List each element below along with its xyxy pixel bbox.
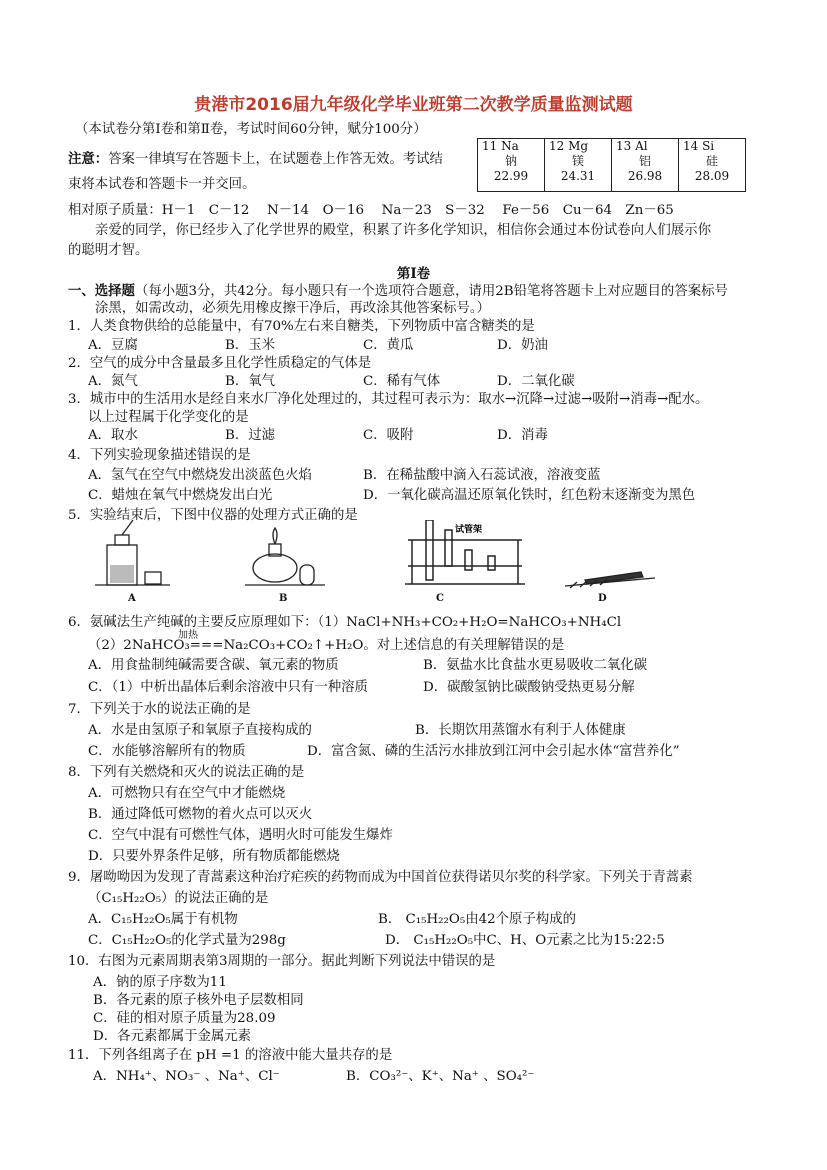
figure-label-b: B bbox=[279, 593, 288, 604]
q3-stem: 3．城市中的生活用水是经自来水厂净化处理过的，其过程可表示为：取水→沉降→过滤→吸附→消毒→配水。 bbox=[68, 392, 709, 407]
q10-option-b: B．各元素的原子核外电子层数相同 bbox=[93, 993, 304, 1008]
test-tube-rack-label: 试管架 bbox=[455, 525, 483, 535]
q1-option-c: C．黄瓜 bbox=[363, 338, 414, 353]
q7-option-b: B．长期饮用蒸馏水有利于人体健康 bbox=[415, 723, 626, 738]
q6-option-b: B．氨盐水比食盐水更易吸收二氧化碳 bbox=[423, 658, 648, 673]
exam-info: （本试卷分第Ⅰ卷和第Ⅱ卷，考试时间60分钟，赋分100分） bbox=[75, 122, 427, 137]
choice-intro-line-1 bbox=[68, 282, 728, 301]
q5-apparatus-figure bbox=[95, 520, 655, 592]
q7-stem: 7．下列关于水的说法正确的是 bbox=[68, 702, 251, 717]
q8-option-a: A．可燃物只有在空气中才能燃烧 bbox=[88, 786, 286, 801]
q6-stem: 6．氨碱法生产纯碱的主要反应原理如下：（1）NaCl+NH₃+CO₂+H₂O=NaHCO₃+NH₄Cl bbox=[68, 615, 622, 630]
q3-option-a: A．取水 bbox=[88, 428, 138, 443]
periodic-table-fragment bbox=[477, 138, 746, 192]
q5-stem: 5．实验结束后，下图中仪器的处理方式正确的是 bbox=[68, 508, 358, 523]
figure-label-c: C bbox=[436, 593, 444, 604]
greeting-line-2: 的聪明才智。 bbox=[68, 243, 149, 258]
choice-intro-line-2: 涂黑，如需改动，必须先用橡皮擦干净后，再改涂其他答案标号。） bbox=[95, 301, 491, 316]
q1-option-a: A．豆腐 bbox=[88, 338, 138, 353]
q9-option-c: C．C₁₅H₂₂O₅的化学式量为298g bbox=[88, 933, 286, 948]
q8-option-c: C．空气中混有可燃性气体，遇明火时可能发生爆炸 bbox=[88, 828, 393, 843]
q9-stem-2: （C₁₅H₂₂O₅）的说法正确的是 bbox=[88, 891, 269, 906]
atomic-mass-line: 相对原子质量：H－1 C－12 N－14 O－16 Na－23 S－32 Fe－56 Cu－64 Zn－65 bbox=[68, 203, 674, 218]
q2-option-a: A．氮气 bbox=[88, 374, 138, 389]
figure-label-d: D bbox=[598, 593, 607, 604]
q7-option-c: C．水能够溶解所有的物质 bbox=[88, 744, 246, 759]
greeting-line-1: 亲爱的同学，你已经步入了化学世界的殿堂，积累了许多化学知识，相信你会通过本份试卷向人们展示你 bbox=[95, 223, 711, 238]
q2-option-d: D．二氧化碳 bbox=[497, 374, 575, 389]
q8-option-d: D．只要外界条件足够，所有物质都能燃烧 bbox=[88, 849, 340, 864]
apparatus-b-alcohol-lamp-icon bbox=[245, 528, 325, 585]
q11-option-a: A．NH₄⁺、NO₃⁻ 、Na⁺、Cl⁻ bbox=[93, 1069, 280, 1084]
choice-intro-text: （每小题3分，共42分。每小题只有一个选项符合题意，请用2B铅笔将答题卡上对应题目的答案标号 bbox=[134, 284, 728, 299]
q6-option-a: A．用食盐制纯碱需要含碳、氧元素的物质 bbox=[88, 658, 339, 673]
q10-option-d: D．各元素都属于金属元素 bbox=[93, 1029, 252, 1044]
q4-option-b: B．在稀盐酸中滴入石蕊试液，溶液变蓝 bbox=[363, 468, 601, 483]
q7-option-a: A．水是由氢原子和氧原子直接构成的 bbox=[88, 723, 312, 738]
q6-heat-condition: 加热 bbox=[178, 630, 198, 641]
q9-stem: 9．屠呦呦因为发现了青蒿素这种治疗疟疾的药物而成为中国首位获得诺贝尔奖的科学家。下列关于青蒿素 bbox=[68, 870, 693, 885]
q6-stem-2: （2）2NaHCO₃===Na₂CO₃+CO₂↑+H₂O。对上述信息的有关理解错误的是 bbox=[88, 638, 565, 653]
q4-option-d: D．一氧化碳高温还原氧化铁时，红色粉末逐渐变为黑色 bbox=[363, 488, 696, 503]
section-title: 第Ⅰ卷 bbox=[396, 266, 431, 282]
element-cell-mg: 12 Mg 镁 24.31 bbox=[545, 139, 612, 192]
q11-stem: 11．下列各组离子在 pH =1 的溶液中能大量共存的是 bbox=[68, 1048, 393, 1063]
q2-option-b: B．氧气 bbox=[225, 374, 276, 389]
q4-stem: 4．下列实验现象描述错误的是 bbox=[68, 448, 251, 463]
element-cell-si: 14 Si 硅 28.09 bbox=[679, 139, 746, 192]
q3-option-c: C．吸附 bbox=[363, 428, 414, 443]
q9-option-b: B． C₁₅H₂₂O₅由42个原子构成的 bbox=[378, 912, 577, 927]
q9-option-d: D． C₁₅H₂₂O₅中C、H、O元素之比为15:22:5 bbox=[385, 933, 665, 948]
notice-label: 注意： bbox=[68, 151, 109, 167]
notice-line-1 bbox=[68, 150, 443, 169]
notice-text-1: 答案一律填写在答题卡上，在试题卷上作答无效。考试结 bbox=[108, 152, 443, 167]
q9-option-a: A．C₁₅H₂₂O₅属于有机物 bbox=[88, 912, 238, 927]
apparatus-a-bottle-icon bbox=[95, 520, 170, 585]
q6-option-c: C．（1）中析出晶体后剩余溶液中只有一种溶质 bbox=[88, 680, 368, 695]
exam-title: 贵港市2016届九年级化学毕业班第二次教学质量监测试题 bbox=[194, 95, 633, 115]
apparatus-d-test-tube-icon bbox=[565, 572, 655, 588]
q8-option-b: B．通过降低可燃物的着火点可以灭火 bbox=[88, 807, 313, 822]
notice-line-2: 束将本试卷和答题卡一并交回。 bbox=[68, 177, 256, 192]
q11-option-b: B．CO₃²⁻、K⁺、Na⁺ 、SO₄²⁻ bbox=[346, 1069, 535, 1084]
element-cell-al: 13 Al 铝 26.98 bbox=[612, 139, 679, 192]
figure-label-a: A bbox=[128, 593, 136, 604]
q4-option-c: C．蜡烛在氧气中燃烧发出白光 bbox=[88, 488, 273, 503]
q7-option-d: D．富含氮、磷的生活污水排放到江河中会引起水体“富营养化” bbox=[307, 744, 680, 759]
q10-stem: 10．右图为元素周期表第3周期的一部分。据此判断下列说法中错误的是 bbox=[68, 954, 496, 969]
q8-stem: 8．下列有关燃烧和灭火的说法正确的是 bbox=[68, 765, 305, 780]
q1-option-b: B．玉米 bbox=[225, 338, 276, 353]
q1-option-d: D．奶油 bbox=[497, 338, 548, 353]
q4-option-a: A．氢气在空气中燃烧发出淡蓝色火焰 bbox=[88, 468, 312, 483]
q2-stem: 2．空气的成分中含量最多且化学性质稳定的气体是 bbox=[68, 356, 372, 371]
choice-label: 一、选择题 bbox=[68, 283, 135, 299]
q3-option-b: B．过滤 bbox=[225, 428, 276, 443]
q3-option-d: D．消毒 bbox=[497, 428, 548, 443]
q1-stem: 1．人类食物供给的总能量中，有70%左右来自糖类，下列物质中富含糖类的是 bbox=[68, 319, 535, 334]
element-cell-na: 11 Na 钠 22.99 bbox=[478, 139, 545, 192]
q2-option-c: C．稀有气体 bbox=[363, 374, 441, 389]
q10-option-c: C．硅的相对原子质量为28.09 bbox=[93, 1011, 276, 1026]
q6-option-d: D．碳酸氢钠比碳酸钠受热更易分解 bbox=[423, 680, 635, 695]
q3-stem-2: 以上过程属于化学变化的是 bbox=[88, 410, 249, 425]
q10-option-a: A．钠的原子序数为11 bbox=[93, 975, 227, 990]
